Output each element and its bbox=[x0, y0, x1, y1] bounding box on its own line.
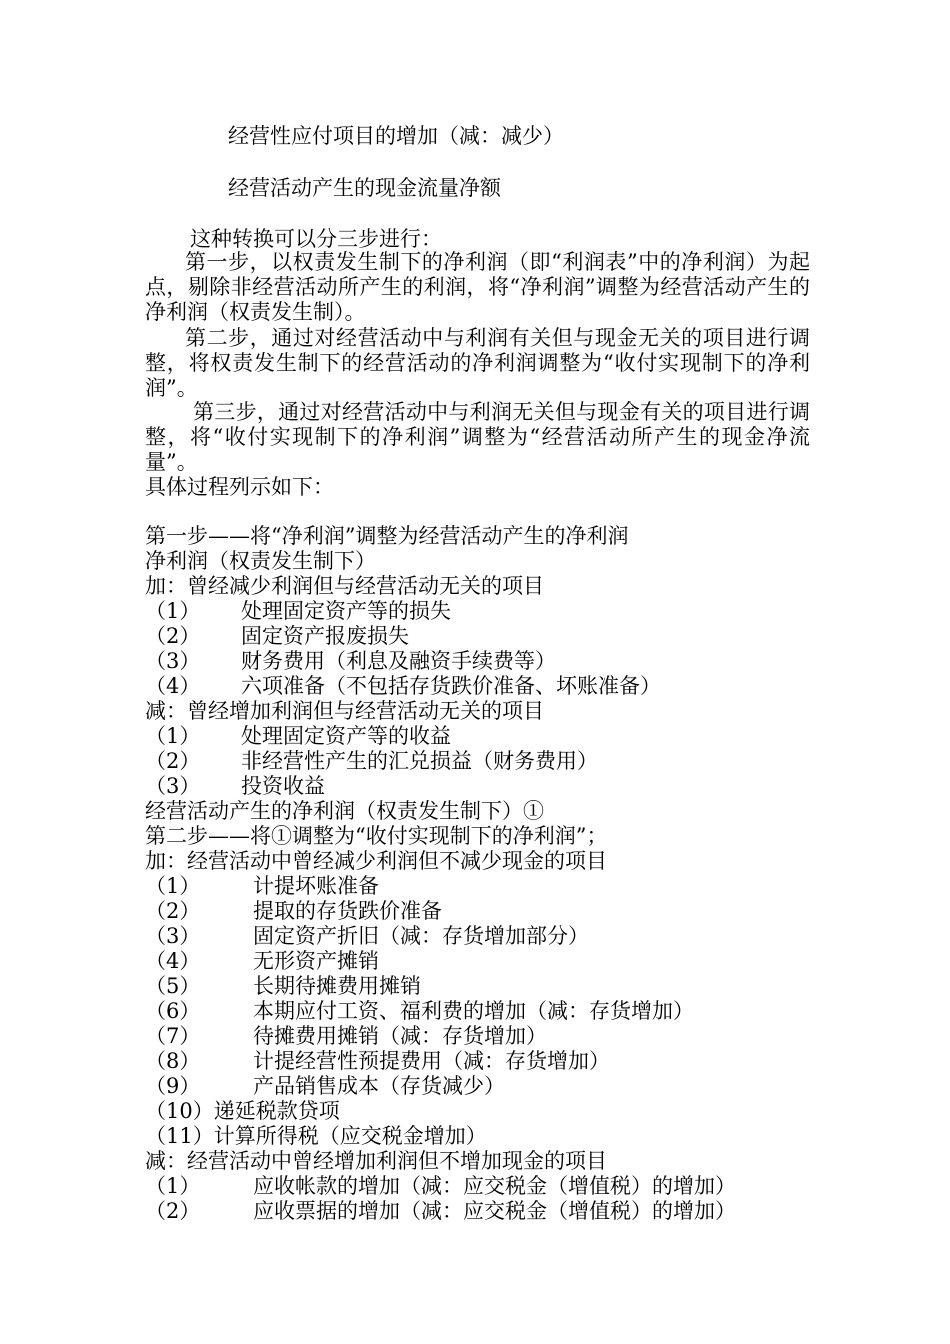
list-item: （1） 应收帐款的增加（减：应交税金（增值税）的增加） bbox=[145, 1174, 736, 1198]
step2-description: 第二步，通过对经营活动中与利润有关但与现金无关的项目进行调整，将权责发生制下的经营活动的净利润调整为“收付实现制下的净利润”。 bbox=[145, 326, 810, 400]
list-item: （1） 处理固定资产等的损失 bbox=[145, 599, 451, 623]
list-item: （3） 投资收益 bbox=[145, 774, 325, 798]
list-item: （1） 处理固定资产等的收益 bbox=[145, 724, 451, 748]
step1-base: 净利润（权责发生制下） bbox=[145, 549, 376, 573]
list-item: （9） 产品销售成本（存货减少） bbox=[145, 1074, 505, 1098]
step2-add-title: 加：经营活动中曾经减少利润但不减少现金的项目 bbox=[145, 849, 607, 873]
list-item: （2） 非经营性产生的汇兑损益（财务费用） bbox=[145, 749, 598, 773]
list-item: （2） 提取的存货跌价准备 bbox=[145, 899, 442, 923]
list-item: （5） 长期待摊费用摊销 bbox=[145, 974, 421, 998]
step3-description: 第三步，通过对经营活动中与利润无关但与现金有关的项目进行调整，将“收付实现制下的净利润”调整为“经营活动所产生的现金净流量”。 bbox=[145, 400, 810, 474]
step1-section bbox=[145, 524, 845, 1224]
step1-result: 经营活动产生的净利润（权责发生制下）① bbox=[145, 799, 544, 823]
detail-intro: 具体过程列示如下： bbox=[145, 475, 334, 499]
step2-sub-title: 减：经营活动中曾经增加利润但不增加现金的项目 bbox=[145, 1149, 607, 1173]
list-item: （4） 六项准备（不包括存货跌价准备、坏账准备） bbox=[145, 674, 661, 698]
list-item: （6） 本期应付工资、福利费的增加（减：存货增加） bbox=[145, 999, 694, 1023]
step1-title: 第一步——将“净利润”调整为经营活动产生的净利润 bbox=[145, 524, 629, 548]
list-item: （2） 应收票据的增加（减：应交税金（增值税）的增加） bbox=[145, 1199, 736, 1223]
list-item: （7） 待摊费用摊销（减：存货增加） bbox=[145, 1024, 547, 1048]
intro-text: 这种转换可以分三步进行： bbox=[190, 227, 442, 251]
step1-description: 第一步，以权责发生制下的净利润（即“利润表”中的净利润）为起点，剔除非经营活动所产生的利润，将“净利润”调整为经营活动产生的净利润（权责发生制）。 bbox=[145, 250, 810, 324]
list-item: （4） 无形资产摊销 bbox=[145, 949, 379, 973]
list-item: （8） 计提经营性预提费用（减：存货增加） bbox=[145, 1049, 610, 1073]
step1-add-title: 加：曾经减少利润但与经营活动无关的项目 bbox=[145, 574, 544, 598]
step1-sub-title: 减：曾经增加利润但与经营活动无关的项目 bbox=[145, 699, 544, 723]
list-item: （3） 固定资产折旧（减：存货增加部分） bbox=[145, 924, 589, 948]
header-line-payables: 经营性应付项目的增加（减：减少） bbox=[228, 124, 564, 148]
list-item: （10）递延税款贷项 bbox=[145, 1099, 340, 1123]
header-line-net-cash: 经营活动产生的现金流量净额 bbox=[228, 176, 501, 200]
list-item: （1） 计提坏账准备 bbox=[145, 874, 379, 898]
list-item: （11）计算所得税（应交税金增加） bbox=[145, 1124, 487, 1148]
list-item: （3） 财务费用（利息及融资手续费等） bbox=[145, 649, 556, 673]
list-item: （2） 固定资产报废损失 bbox=[145, 624, 409, 648]
step2-title: 第二步——将①调整为“收付实现制下的净利润”； bbox=[145, 824, 608, 848]
